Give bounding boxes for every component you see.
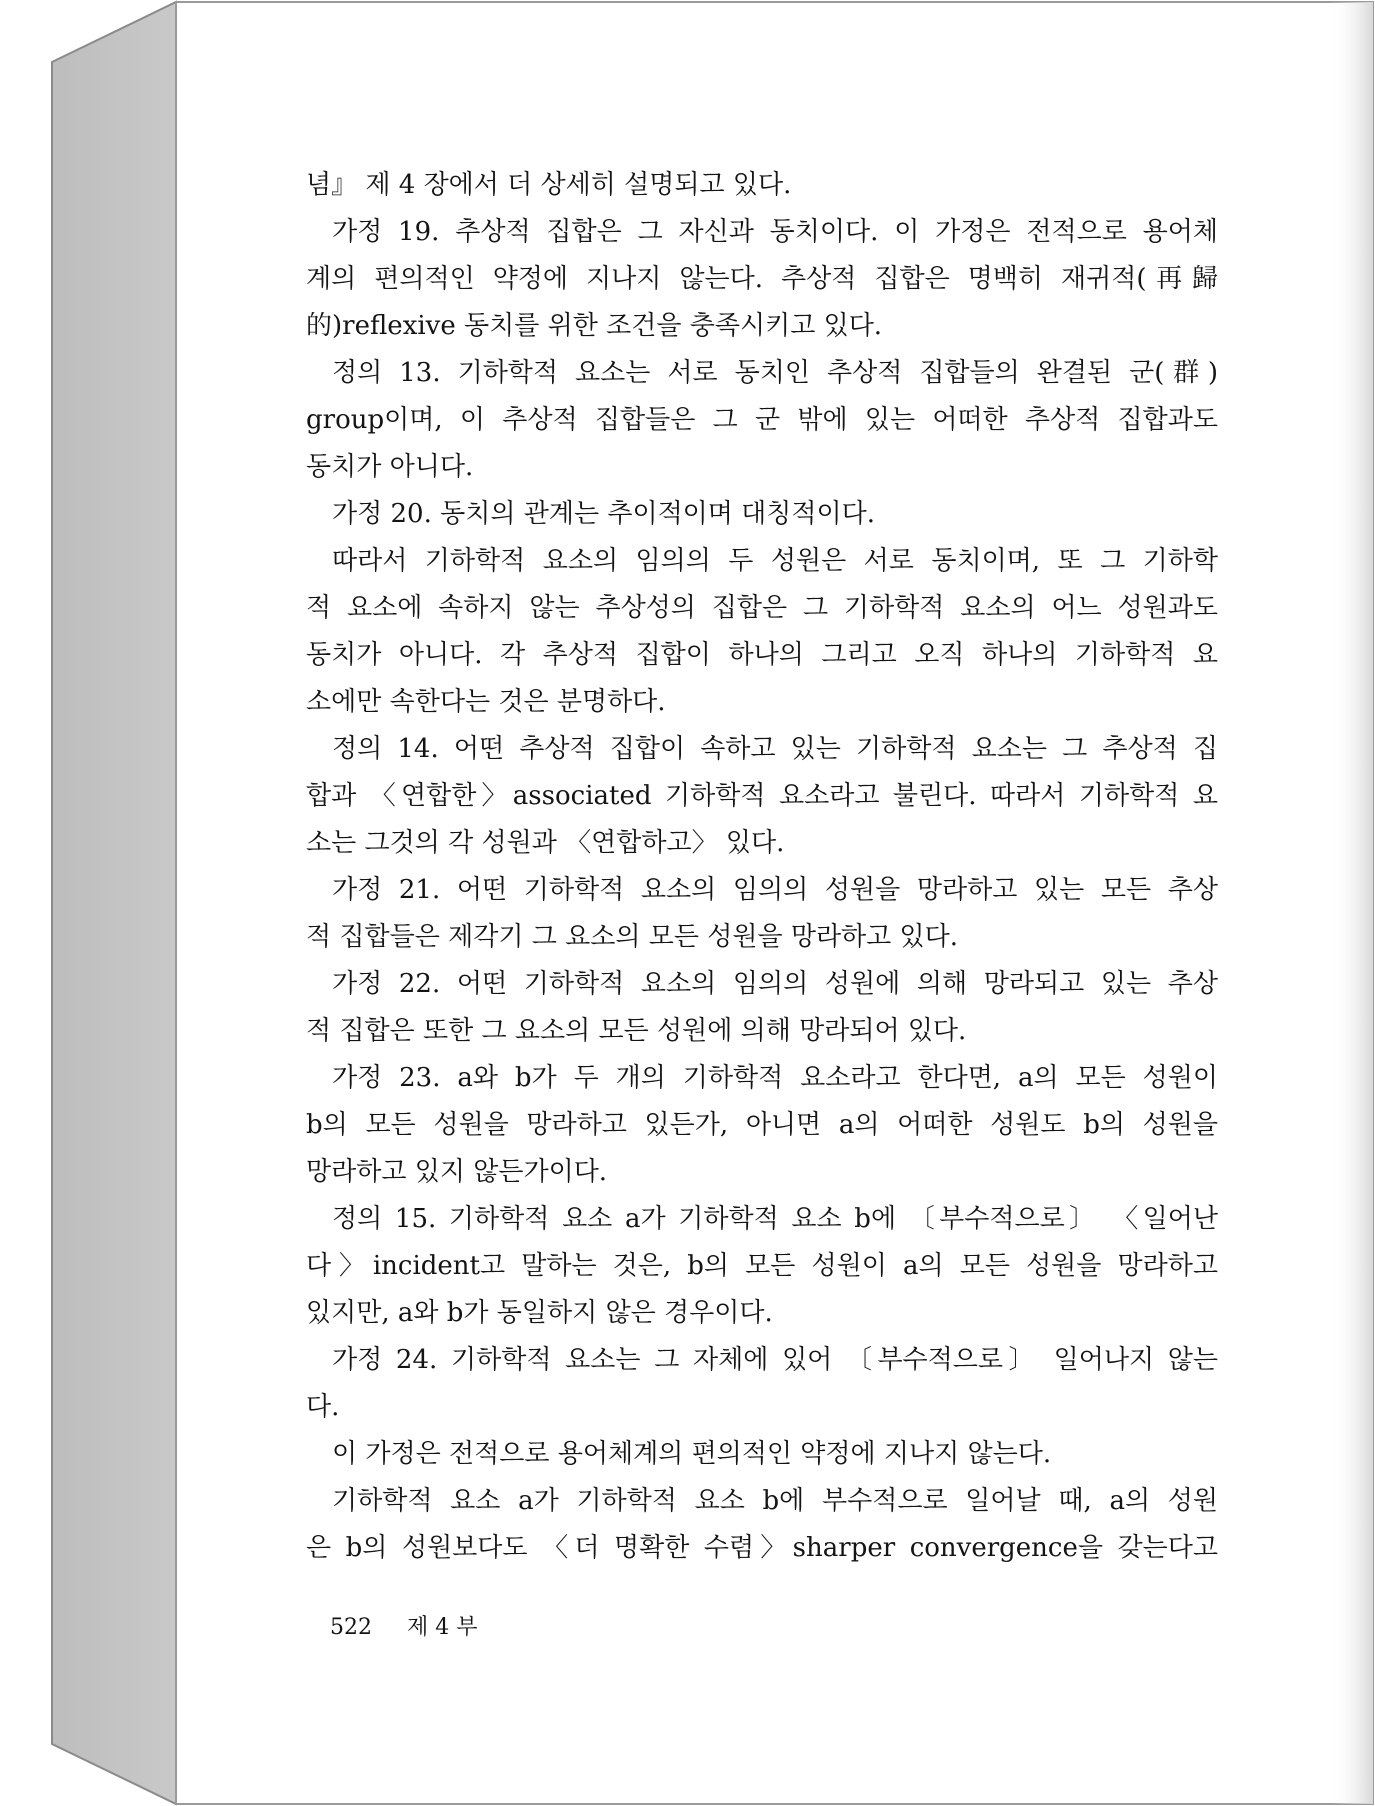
text-line: 동치가 아니다. 각 추상적 집합이 하나의 그리고 오직 하나의 기하학적 요 [306,640,1218,670]
text-line: 소는 그것의 각 성원과 〈연합하고〉 있다. [306,828,785,858]
text-line: 가정 20. 동치의 관계는 추이적이며 대칭적이다. [332,499,876,529]
text-line: 정의 14. 어떤 추상적 집합이 속하고 있는 기하학적 요소는 그 추상적 집 [332,734,1218,764]
text-line: 소에만 속한다는 것은 분명하다. [306,687,666,717]
text-line: 다. [306,1392,340,1422]
text-line: 가정 23. a와 b가 두 개의 기하학적 요소라고 한다면, a의 모든 성원이 [332,1063,1218,1093]
text-line: 다〉incident고 말하는 것은, b의 모든 성원이 a의 모든 성원을 망라하고 [306,1251,1218,1281]
book-spine [52,2,176,1804]
text-line: 的)reflexive 동치를 위한 조건을 충족시키고 있다. [306,311,883,341]
page-number: 522 [330,1615,372,1640]
text-line: 은 b의 성원보다도 〈더 명확한 수렴〉sharper convergence을 갖는다고 [306,1533,1218,1563]
text-line: 념』 제 4 장에서 더 상세히 설명되고 있다. [306,170,792,200]
page-edge-shadow [1330,2,1373,1804]
text-line: 적 집합들은 제각기 그 요소의 모든 성원을 망라하고 있다. [306,922,959,952]
text-line: b의 모든 성원을 망라하고 있든가, 아니면 a의 어떠한 성원도 b의 성원을 [306,1110,1218,1140]
text-line: 동치가 아니다. [306,452,474,482]
text-line: 가정 24. 기하학적 요소는 그 자체에 있어 〔부수적으로〕 일어나지 않는 [332,1345,1218,1375]
part-label: 제 4 부 [407,1615,478,1640]
text-line: 기하학적 요소 a가 기하학적 요소 b에 부수적으로 일어날 때, a의 성원 [332,1486,1218,1516]
text-line: 적 집합은 또한 그 요소의 모든 성원에 의해 망라되어 있다. [306,1016,967,1046]
text-line: group이며, 이 추상적 집합들은 그 군 밖에 있는 어떠한 추상적 집합과도 [306,405,1218,435]
text-line: 따라서 기하학적 요소의 임의의 두 성원은 서로 동치이며, 또 그 기하학 [332,546,1218,576]
text-line: 정의 13. 기하학적 요소는 서로 동치인 추상적 집합들의 완결된 군(群) [332,358,1218,388]
text-line: 가정 22. 어떤 기하학적 요소의 임의의 성원에 의해 망라되고 있는 추상 [332,969,1218,999]
text-line: 망라하고 있지 않든가이다. [306,1157,608,1187]
body-text [306,162,1218,1572]
text-line: 적 요소에 속하지 않는 추상성의 집합은 그 기하학적 요소의 어느 성원과도 [306,593,1218,623]
text-line: 계의 편의적인 약정에 지나지 않는다. 추상적 집합은 명백히 재귀적(再歸 [306,264,1218,294]
text-line: 있지만, a와 b가 동일하지 않은 경우이다. [306,1298,773,1328]
text-line: 가정 21. 어떤 기하학적 요소의 임의의 성원을 망라하고 있는 모든 추상 [332,875,1218,905]
text-line: 합과 〈연합한〉associated 기하학적 요소라고 불린다. 따라서 기하학적 요 [306,781,1218,811]
text-line: 정의 15. 기하학적 요소 a가 기하학적 요소 b에 〔부수적으로〕 〈일어난 [332,1204,1218,1234]
text-line: 가정 19. 추상적 집합은 그 자신과 동치이다. 이 가정은 전적으로 용어체 [332,217,1218,247]
text-line: 이 가정은 전적으로 용어체계의 편의적인 약정에 지나지 않는다. [332,1439,1052,1469]
page-footer [330,1610,506,1641]
